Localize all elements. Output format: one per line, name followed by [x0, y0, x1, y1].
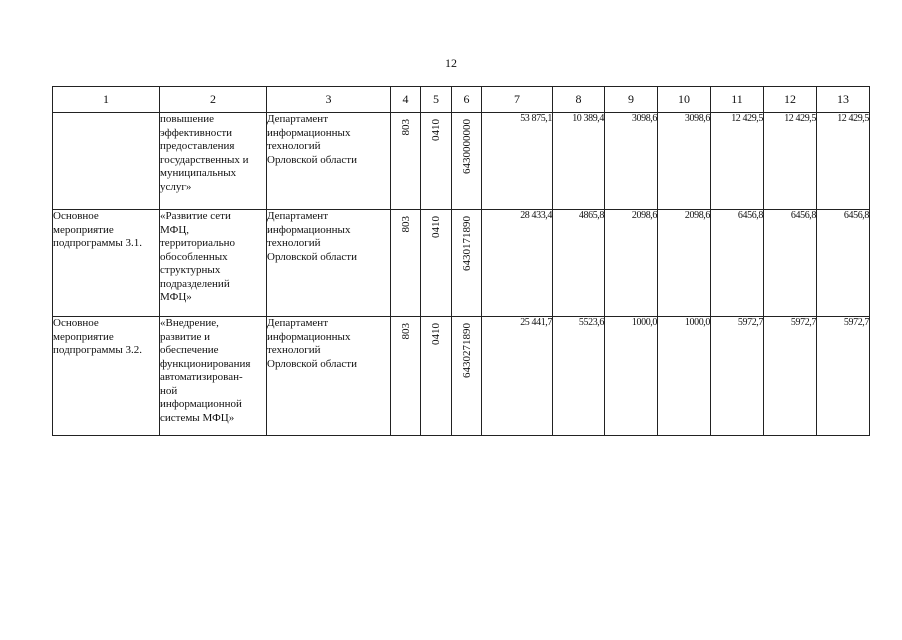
grbs-code-cell [391, 113, 421, 210]
value-cell: 5523,6 [553, 317, 605, 436]
value-cell: 3098,6 [605, 113, 658, 210]
value-cell: 4865,8 [553, 210, 605, 317]
header-cell: 8 [553, 87, 605, 113]
header-cell: 6 [452, 87, 482, 113]
page-number: 12 [445, 56, 457, 70]
executor-cell: Департамент информационных технологий Орловской области [267, 317, 391, 436]
target-article-cell [452, 210, 482, 317]
header-cell: 5 [421, 87, 452, 113]
value-cell: 5972,7 [764, 317, 817, 436]
target-article-code: 6430271890 [460, 323, 473, 378]
value-cell: 2098,6 [658, 210, 711, 317]
activity-name-cell [53, 113, 160, 210]
header-cell: 10 [658, 87, 711, 113]
grbs-code: 803 [399, 216, 412, 233]
value-cell: 12 429,5 [817, 113, 870, 210]
value-cell: 1000,0 [658, 317, 711, 436]
header-cell: 3 [267, 87, 391, 113]
section-code-cell [421, 210, 452, 317]
activity-title-cell: повышение эффективности предоставления государственных и муниципальных услуг» [160, 113, 267, 210]
grbs-code-cell [391, 210, 421, 317]
activity-name-cell: Основное мероприятие подпрограммы 3.1. [53, 210, 160, 317]
value-cell: 5972,7 [711, 317, 764, 436]
section-code-cell [421, 317, 452, 436]
section-code: 0410 [430, 323, 442, 345]
header-cell: 1 [53, 87, 160, 113]
value-cell: 12 429,5 [711, 113, 764, 210]
value-cell: 3098,6 [658, 113, 711, 210]
section-code: 0410 [430, 119, 442, 141]
target-article-cell [452, 317, 482, 436]
header-cell: 7 [482, 87, 553, 113]
header-cell: 4 [391, 87, 421, 113]
target-article-code: 6430171890 [460, 216, 473, 271]
activity-name-cell: Основное мероприятие подпрограммы 3.2. [53, 317, 160, 436]
target-article-code: 6430000000 [460, 119, 473, 174]
grbs-code-cell [391, 317, 421, 436]
budget-table [52, 86, 870, 436]
activity-title-cell: «Развитие сети МФЦ, территориально обособленных структурных подразделений МФЦ» [160, 210, 267, 317]
value-cell: 1000,0 [605, 317, 658, 436]
value-cell: 53 875,1 [482, 113, 553, 210]
value-cell: 5972,7 [817, 317, 870, 436]
value-cell: 12 429,5 [764, 113, 817, 210]
value-cell: 2098,6 [605, 210, 658, 317]
activity-title-cell: «Внедрение, развитие и обеспечение функционирования автоматизирован- ной информационной системы МФЦ» [160, 317, 267, 436]
section-code-cell [421, 113, 452, 210]
header-cell: 13 [817, 87, 870, 113]
executor-cell: Департамент информационных технологий Орловской области [267, 210, 391, 317]
value-cell: 6456,8 [711, 210, 764, 317]
header-cell: 12 [764, 87, 817, 113]
target-article-cell [452, 113, 482, 210]
table-row [53, 317, 870, 436]
value-cell: 6456,8 [817, 210, 870, 317]
table-row [53, 210, 870, 317]
value-cell: 28 433,4 [482, 210, 553, 317]
value-cell: 6456,8 [764, 210, 817, 317]
value-cell: 10 389,4 [553, 113, 605, 210]
header-row [53, 87, 870, 113]
header-cell: 2 [160, 87, 267, 113]
header-cell: 9 [605, 87, 658, 113]
table-row [53, 113, 870, 210]
header-cell: 11 [711, 87, 764, 113]
grbs-code: 803 [399, 323, 412, 340]
section-code: 0410 [430, 216, 442, 238]
value-cell: 25 441,7 [482, 317, 553, 436]
grbs-code: 803 [399, 119, 412, 136]
executor-cell: Департамент информационных технологий Орловской области [267, 113, 391, 210]
